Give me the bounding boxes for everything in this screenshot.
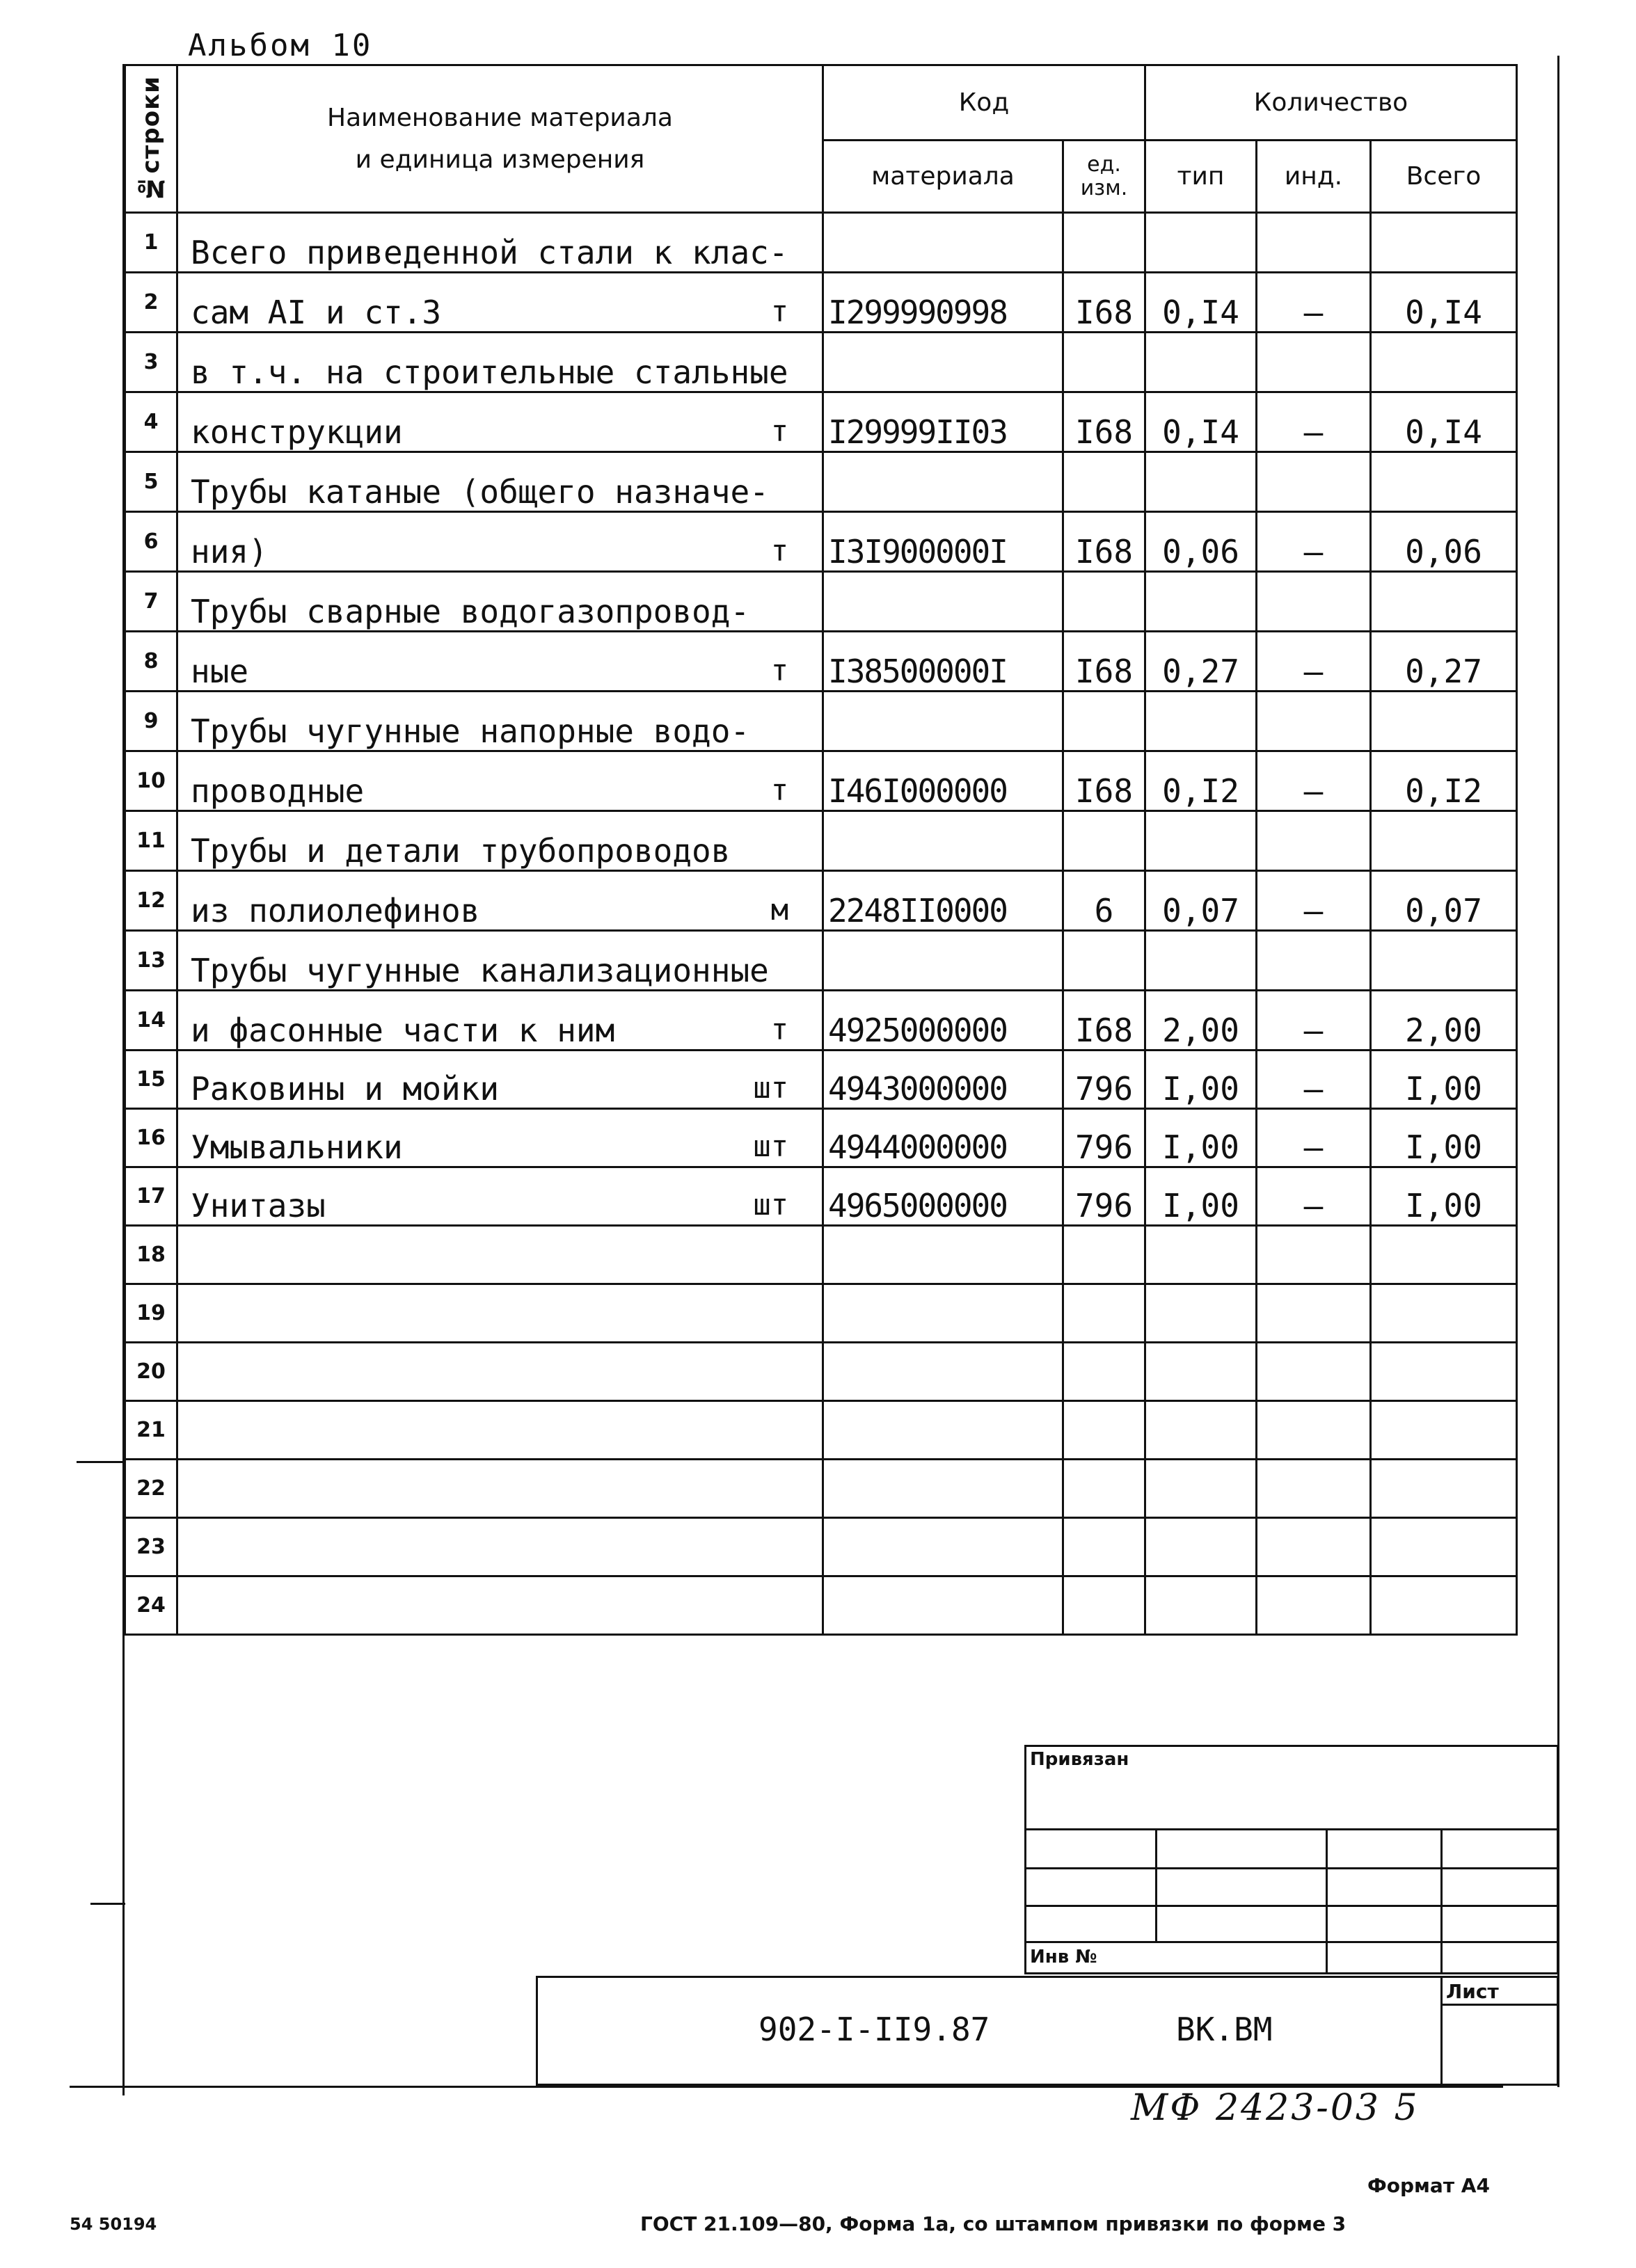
row-number: 8 (125, 632, 177, 692)
qty-total (1371, 572, 1517, 632)
qty-type (1145, 811, 1257, 871)
document-code: 902-I-II9.87 (759, 2011, 990, 2048)
material-code: 4925000000 (823, 991, 1063, 1051)
material-name-cell (177, 1167, 823, 1226)
qty-type (1145, 1226, 1257, 1284)
qty-type (1145, 452, 1257, 512)
unit-code: I68 (1063, 273, 1145, 333)
unit-code (1063, 452, 1145, 512)
sheet-label: Лист (1446, 1980, 1499, 2003)
qty-total (1371, 1460, 1517, 1518)
qty-total: I,00 (1371, 1051, 1517, 1109)
table-row (125, 871, 1517, 931)
qty-type (1145, 572, 1257, 632)
material-unit: т (770, 773, 788, 807)
stamp-line (1440, 1828, 1443, 1974)
table-row (125, 692, 1517, 751)
qty-ind: – (1257, 632, 1371, 692)
unit-code (1063, 333, 1145, 392)
material-name-cell (177, 1051, 823, 1109)
material-code (823, 1284, 1063, 1343)
row-number: 19 (125, 1284, 177, 1343)
header-qty-ind: инд. (1257, 141, 1371, 213)
qty-type: I,00 (1145, 1109, 1257, 1167)
table-row (125, 751, 1517, 811)
row-number: 6 (125, 512, 177, 572)
qty-total: 0,I4 (1371, 392, 1517, 452)
unit-code (1063, 931, 1145, 991)
table-row (125, 1051, 1517, 1109)
table-row (125, 931, 1517, 991)
material-name-cell (177, 1109, 823, 1167)
qty-type: I,00 (1145, 1051, 1257, 1109)
material-name-cell (177, 273, 823, 333)
unit-code: 796 (1063, 1109, 1145, 1167)
material-name-cell (177, 751, 823, 811)
qty-total: 0,27 (1371, 632, 1517, 692)
qty-total (1371, 811, 1517, 871)
material-unit: шт (753, 1129, 788, 1163)
qty-ind (1257, 692, 1371, 751)
material-name-cell (177, 1460, 823, 1518)
material-code (823, 1401, 1063, 1460)
left-code: 54 50194 (70, 2214, 157, 2234)
row-number: 12 (125, 871, 177, 931)
row-number: 3 (125, 333, 177, 392)
material-name-cell (177, 811, 823, 871)
row-number: 1 (125, 213, 177, 273)
material-name-cell (177, 1284, 823, 1343)
material-name: Трубы катаные (общего назначе- (191, 473, 769, 511)
table-row (125, 273, 1517, 333)
table-row (125, 213, 1517, 273)
material-code (823, 1226, 1063, 1284)
qty-total (1371, 692, 1517, 751)
qty-total: I,00 (1371, 1109, 1517, 1167)
row-number: 22 (125, 1460, 177, 1518)
material-code (823, 1576, 1063, 1635)
material-name-cell (177, 1576, 823, 1635)
material-code: I299990998 (823, 273, 1063, 333)
table-row (125, 1109, 1517, 1167)
table-row (125, 1401, 1517, 1460)
material-code: I3I900000I (823, 512, 1063, 572)
material-code (823, 692, 1063, 751)
unit-code (1063, 692, 1145, 751)
material-name: Трубы сварные водогазопровод- (191, 593, 750, 630)
qty-ind: – (1257, 1051, 1371, 1109)
material-name-cell (177, 572, 823, 632)
qty-type (1145, 931, 1257, 991)
qty-total (1371, 1343, 1517, 1401)
unit-code: 796 (1063, 1051, 1145, 1109)
material-code: 4943000000 (823, 1051, 1063, 1109)
material-unit: т (770, 534, 788, 568)
unit-code (1063, 1518, 1145, 1576)
material-name: Трубы чугунные канализационные (191, 952, 769, 989)
material-code (823, 1343, 1063, 1401)
material-code (823, 213, 1063, 273)
material-name: Трубы чугунные напорные водо- (191, 712, 750, 750)
material-name: Раковины и мойки (191, 1070, 500, 1108)
material-code: 4965000000 (823, 1167, 1063, 1226)
material-unit: т (770, 414, 788, 448)
table-row (125, 1284, 1517, 1343)
stamp-line (1024, 1828, 1559, 1830)
material-name-cell (177, 871, 823, 931)
row-number: 2 (125, 273, 177, 333)
qty-ind (1257, 452, 1371, 512)
stamp-line (1024, 1941, 1559, 1943)
stamp-line (1326, 1828, 1328, 1974)
inv-label: Инв № (1030, 1947, 1097, 1967)
material-name-cell (177, 632, 823, 692)
row-number: 17 (125, 1167, 177, 1226)
row-number: 21 (125, 1401, 177, 1460)
qty-ind (1257, 1460, 1371, 1518)
qty-total (1371, 931, 1517, 991)
material-code (823, 1518, 1063, 1576)
material-code (823, 931, 1063, 991)
qty-ind: – (1257, 1109, 1371, 1167)
qty-total: 0,I4 (1371, 273, 1517, 333)
material-code: I46I000000 (823, 751, 1063, 811)
material-code: I38500000I (823, 632, 1063, 692)
qty-ind: – (1257, 273, 1371, 333)
qty-ind (1257, 1343, 1371, 1401)
qty-total: I,00 (1371, 1167, 1517, 1226)
unit-code: 6 (1063, 871, 1145, 931)
material-name-cell (177, 1343, 823, 1401)
qty-total (1371, 1284, 1517, 1343)
qty-total (1371, 213, 1517, 273)
material-name-cell (177, 1518, 823, 1576)
row-number: 15 (125, 1051, 177, 1109)
unit-code: I68 (1063, 751, 1145, 811)
title-block (536, 1976, 1559, 2086)
row-number: 9 (125, 692, 177, 751)
header-material-name: Наименование материала и единица измерения (177, 65, 823, 213)
unit-code (1063, 1401, 1145, 1460)
table-row (125, 1460, 1517, 1518)
qty-total (1371, 1576, 1517, 1635)
qty-ind (1257, 931, 1371, 991)
material-name-cell (177, 512, 823, 572)
qty-type: 2,00 (1145, 991, 1257, 1051)
qty-total: 0,I2 (1371, 751, 1517, 811)
qty-ind (1257, 333, 1371, 392)
qty-type: 0,I4 (1145, 392, 1257, 452)
qty-type: I,00 (1145, 1167, 1257, 1226)
qty-ind (1257, 1401, 1371, 1460)
unit-code: I68 (1063, 991, 1145, 1051)
table-row (125, 333, 1517, 392)
qty-ind (1257, 1518, 1371, 1576)
material-code (823, 572, 1063, 632)
unit-code (1063, 1576, 1145, 1635)
stamp-line (1024, 1867, 1559, 1869)
row-number: 13 (125, 931, 177, 991)
sheet-divider (1440, 2004, 1559, 2006)
materials-table (124, 64, 1518, 1636)
qty-ind: – (1257, 512, 1371, 572)
material-name-cell (177, 392, 823, 452)
unit-code: I68 (1063, 632, 1145, 692)
margin-tick (90, 1903, 125, 1905)
material-code (823, 811, 1063, 871)
qty-type (1145, 1518, 1257, 1576)
margin-tick (77, 1461, 125, 1463)
binding-stamp (1024, 1745, 1559, 1974)
material-name-cell (177, 452, 823, 512)
material-code: I29999II03 (823, 392, 1063, 452)
material-name: ния) (191, 533, 268, 570)
row-number: 11 (125, 811, 177, 871)
table-row (125, 452, 1517, 512)
qty-ind (1257, 572, 1371, 632)
qty-type (1145, 333, 1257, 392)
material-name: конструкции (191, 413, 403, 451)
qty-ind: – (1257, 871, 1371, 931)
qty-ind: – (1257, 1167, 1371, 1226)
qty-type (1145, 692, 1257, 751)
material-name-cell (177, 213, 823, 273)
material-code (823, 1460, 1063, 1518)
material-name-cell (177, 1226, 823, 1284)
row-number: 24 (125, 1576, 177, 1635)
row-number: 20 (125, 1343, 177, 1401)
qty-type (1145, 1576, 1257, 1635)
material-name: Умывальники (191, 1128, 403, 1166)
row-number: 16 (125, 1109, 177, 1167)
material-unit: м (770, 893, 788, 927)
unit-code (1063, 1284, 1145, 1343)
qty-type: 0,27 (1145, 632, 1257, 692)
material-unit: шт (753, 1188, 788, 1222)
row-number: 14 (125, 991, 177, 1051)
table-row (125, 1518, 1517, 1576)
row-number: 23 (125, 1518, 177, 1576)
material-unit: т (770, 1012, 788, 1046)
unit-code (1063, 1460, 1145, 1518)
format-label: Формат А4 (1367, 2174, 1490, 2197)
material-code: 4944000000 (823, 1109, 1063, 1167)
qty-type (1145, 1401, 1257, 1460)
unit-code (1063, 1226, 1145, 1284)
unit-code (1063, 213, 1145, 273)
table-row (125, 1226, 1517, 1284)
qty-total (1371, 452, 1517, 512)
qty-type: 0,I4 (1145, 273, 1257, 333)
unit-code (1063, 572, 1145, 632)
qty-type (1145, 1460, 1257, 1518)
qty-type (1145, 1343, 1257, 1401)
qty-type (1145, 1284, 1257, 1343)
qty-total (1371, 1518, 1517, 1576)
material-name: сам AI и ст.3 (191, 294, 442, 331)
table-row (125, 1576, 1517, 1635)
document-mark: ВК.ВМ (1176, 2011, 1273, 2048)
unit-code: 796 (1063, 1167, 1145, 1226)
table-row (125, 811, 1517, 871)
table-row (125, 1167, 1517, 1226)
row-number: 4 (125, 392, 177, 452)
qty-ind: – (1257, 751, 1371, 811)
qty-type (1145, 213, 1257, 273)
row-number: 5 (125, 452, 177, 512)
row-number: 10 (125, 751, 177, 811)
material-name: и фасонные части к ним (191, 1012, 615, 1049)
qty-total: 2,00 (1371, 991, 1517, 1051)
table-row (125, 991, 1517, 1051)
material-name: Трубы и детали трубопроводов (191, 832, 731, 870)
row-number: 7 (125, 572, 177, 632)
header-qty-total: Всего (1371, 141, 1517, 213)
table-row (125, 512, 1517, 572)
material-code: 2248II0000 (823, 871, 1063, 931)
qty-ind: – (1257, 392, 1371, 452)
header-code-material: материала (823, 141, 1063, 213)
qty-total (1371, 1226, 1517, 1284)
header-code-group: Код (823, 65, 1145, 141)
unit-code: I68 (1063, 392, 1145, 452)
unit-code (1063, 1343, 1145, 1401)
material-code (823, 333, 1063, 392)
material-name: ные (191, 653, 249, 690)
table-row (125, 632, 1517, 692)
qty-type: 0,06 (1145, 512, 1257, 572)
qty-ind: – (1257, 991, 1371, 1051)
qty-total: 0,06 (1371, 512, 1517, 572)
material-name: Унитазы (191, 1187, 326, 1224)
row-number: 18 (125, 1226, 177, 1284)
material-unit: т (770, 294, 788, 328)
qty-type: 0,07 (1145, 871, 1257, 931)
material-name-cell (177, 991, 823, 1051)
material-name-cell (177, 931, 823, 991)
table-row (125, 572, 1517, 632)
material-code (823, 452, 1063, 512)
qty-ind (1257, 1226, 1371, 1284)
qty-ind (1257, 1284, 1371, 1343)
qty-ind (1257, 811, 1371, 871)
header-row-number: №строки (125, 65, 177, 213)
qty-ind (1257, 213, 1371, 273)
material-name: Всего приведенной стали к клас- (191, 234, 788, 271)
qty-total: 0,07 (1371, 871, 1517, 931)
material-name: проводные (191, 772, 365, 810)
unit-code (1063, 811, 1145, 871)
page-top-label: Альбом 10 (188, 28, 373, 63)
header-qty-type: тип (1145, 141, 1257, 213)
gost-line: ГОСТ 21.109—80, Форма 1а, со штампом привязки по форме 3 (640, 2212, 1347, 2235)
stamp-line (1155, 1828, 1157, 1941)
table-row (125, 392, 1517, 452)
material-name: в т.ч. на строительные стальные (191, 353, 788, 391)
material-name: из полиолефинов (191, 892, 480, 929)
qty-total (1371, 1401, 1517, 1460)
material-name-cell (177, 1401, 823, 1460)
header-quantity-group: Количество (1145, 65, 1517, 141)
bound-label: Привязан (1030, 1749, 1129, 1770)
material-name-cell (177, 333, 823, 392)
handwritten-note: МФ 2423-03 5 (1131, 2087, 1420, 2129)
material-name-cell (177, 692, 823, 751)
qty-type: 0,I2 (1145, 751, 1257, 811)
table-row (125, 1343, 1517, 1401)
material-unit: т (770, 653, 788, 687)
qty-ind (1257, 1576, 1371, 1635)
unit-code: I68 (1063, 512, 1145, 572)
material-unit: шт (753, 1071, 788, 1105)
stamp-line (1024, 1905, 1559, 1907)
header-code-unit: ед. изм. (1063, 141, 1145, 213)
qty-total (1371, 333, 1517, 392)
